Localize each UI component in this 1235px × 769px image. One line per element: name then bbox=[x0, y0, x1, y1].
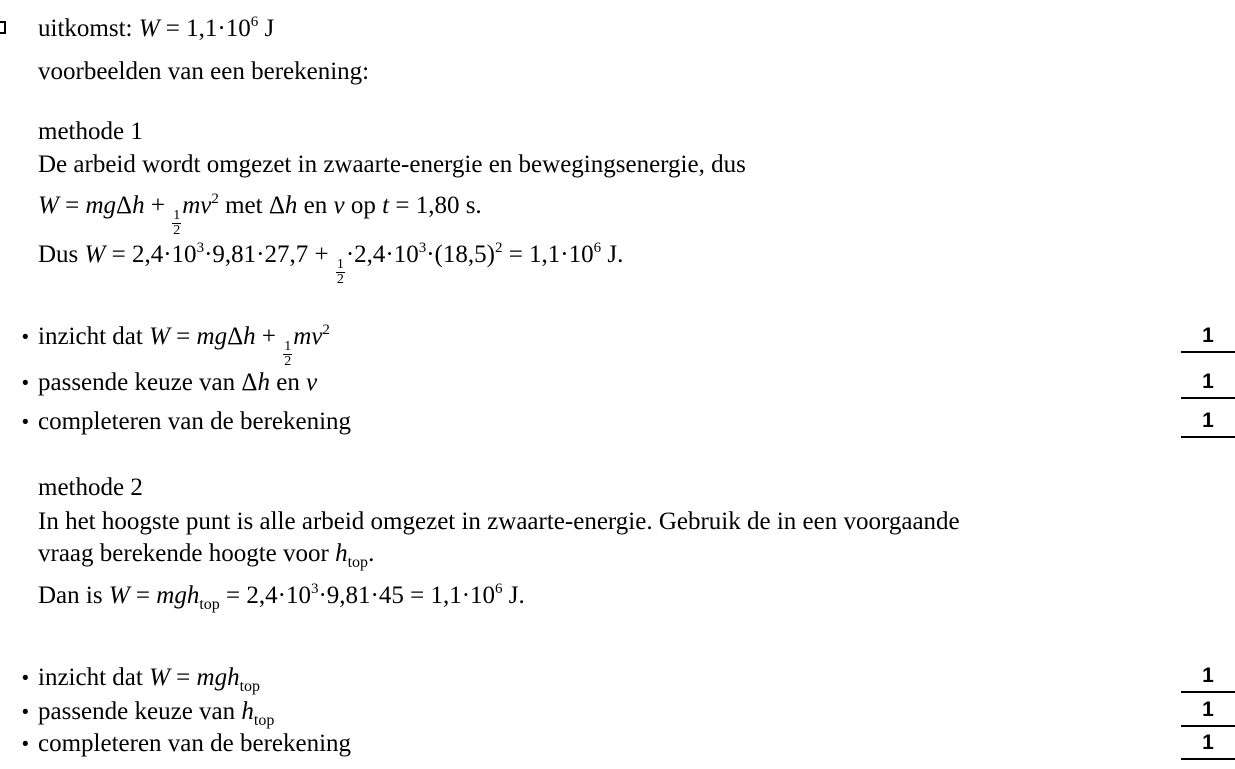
intro-text: voorbeelden van een berekening: bbox=[38, 58, 370, 85]
bullet-icon: • bbox=[22, 373, 29, 394]
outcome-line bbox=[38, 14, 274, 44]
method1-calculation: Dus $W = 2,4\cdot 10^3\cdot 9,81\cdot 27,7$ + $\frac{1}{2}$ $\cdot 2,4\cdot 10^3\cdot(18,5)^2 = 1,1\cdot 10^6$ J. bbox=[38, 240, 624, 287]
method1-score-2: 1 bbox=[1181, 370, 1235, 399]
outcome-label: uitkomst: bbox=[38, 15, 133, 42]
outcome-eq: = 1,1·10 bbox=[159, 15, 251, 42]
method1-criterion-3: completeren van de berekening bbox=[38, 408, 352, 435]
half-fraction: $\frac{1}{2}$ bbox=[173, 208, 181, 238]
answer-checkbox[interactable] bbox=[0, 21, 6, 34]
method1-text: De arbeid wordt omgezet in zwaarte-energie en bewegingsenergie, dus bbox=[38, 151, 746, 178]
bullet-icon: • bbox=[22, 702, 29, 723]
method2-text-2: vraag berekende hoogte voor $h_{top}$. bbox=[38, 540, 375, 571]
method1-score-1: 1 bbox=[1181, 324, 1235, 353]
bullet-icon: • bbox=[22, 412, 29, 433]
bullet-icon: • bbox=[22, 327, 29, 348]
method1-title: methode 1 bbox=[38, 118, 143, 145]
method2-calculation: Dan is $W = mgh_{top} = 2,4\cdot 10^3\cdot 9,81\cdot 45 = 1,1\cdot 10^6$ J. bbox=[38, 581, 525, 613]
method1-criterion-1: inzicht dat W = mgΔh + $\frac{1}{2}$ $mv^2$ bbox=[38, 322, 330, 369]
method2-criterion-3: completeren van de berekening bbox=[38, 730, 352, 757]
outcome-unit: J bbox=[258, 15, 275, 42]
outcome-exp: 6 bbox=[250, 14, 259, 30]
method2-score-3: 1 bbox=[1181, 731, 1235, 760]
method1-score-3: 1 bbox=[1181, 409, 1235, 438]
outcome-var: W bbox=[138, 15, 160, 42]
method2-criterion-1: inzicht dat W = mgh$_{top}$ bbox=[38, 664, 261, 695]
method2-criterion-2: passende keuze van $h_{top}$ bbox=[38, 698, 275, 729]
method1-formula: W = mgΔh + $\frac{1}{2}$ $mv^2$ met Δh en v op t = 1,80 s. bbox=[38, 191, 482, 238]
bullet-icon: • bbox=[22, 668, 29, 689]
method1-criterion-2: passende keuze van Δh en v bbox=[38, 369, 318, 396]
method2-score-1: 1 bbox=[1181, 664, 1235, 693]
method2-title: methode 2 bbox=[38, 474, 143, 501]
bullet-icon: • bbox=[22, 734, 29, 755]
method2-score-2: 1 bbox=[1181, 698, 1235, 727]
method2-text-1: In het hoogste punt is alle arbeid omgezet in zwaarte-energie. Gebruik de in een voorgaande bbox=[38, 508, 960, 535]
